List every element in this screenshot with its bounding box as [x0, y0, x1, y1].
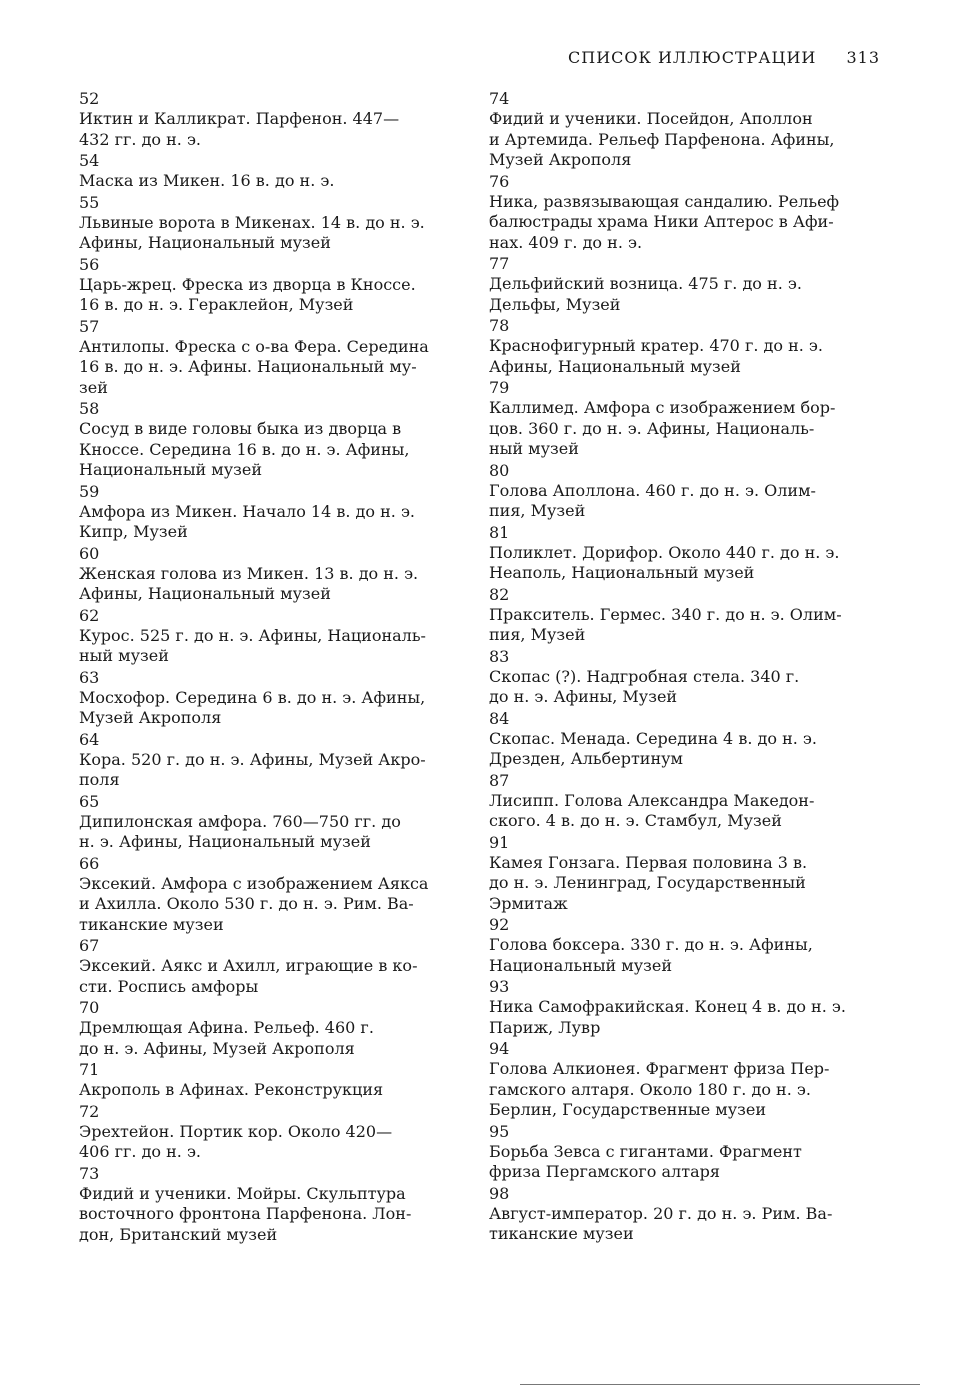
illustration-caption-line: Мосхофор. Середина 6 в. до н. э. Афины, [79, 687, 426, 707]
illustration-caption-line: гамского алтаря. Около 180 г. до н. э. [489, 1079, 811, 1099]
illustration-entry [489, 315, 873, 377]
illustration-entry [489, 584, 873, 646]
illustration-caption-line: Эксекий. Аякс и Ахилл, играющие в ко- [79, 956, 418, 975]
illustration-caption-line: Кипр, Музей [79, 522, 188, 541]
illustration-caption-line: Камея Гонзага. Первая половина 3 в. [489, 852, 808, 872]
illustration-page-number: 79 [489, 378, 510, 397]
illustration-caption-line: Каллимед. Амфора с изображением бор- [489, 398, 836, 417]
illustration-caption-line: Сосуд в виде головы быка из дворца в [79, 419, 402, 438]
illustration-entry [79, 398, 463, 481]
illustration-caption-line: Львиные ворота в Микенах. 14 в. до н. э. [79, 212, 425, 232]
illustration-entry [489, 976, 873, 1038]
left-column [79, 88, 463, 1245]
illustration-entry [489, 1121, 873, 1183]
illustration-caption-line: ный музей [79, 646, 169, 665]
illustration-entry [489, 832, 873, 915]
illustration-caption-line: Женская голова из Микен. 13 в. до н. э. [79, 563, 419, 583]
illustration-caption-line: Эрмитаж [489, 893, 568, 913]
illustration-entry [79, 729, 463, 791]
illustration-caption-line: пия, Музей [489, 501, 586, 520]
illustration-entry [489, 88, 873, 171]
illustration-caption-line: Афины, Национальный музей [79, 233, 331, 252]
illustration-caption-line: зей [79, 377, 108, 397]
illustration-entry [79, 150, 463, 192]
illustration-entry [489, 460, 873, 522]
illustration-caption-line: Дипилонская амфора. 760—750 гг. до [79, 811, 401, 831]
illustration-page-number: 92 [489, 915, 510, 934]
illustration-caption-line: Эксекий. Амфора с изображением Аякса [79, 873, 429, 893]
illustration-page-number: 98 [489, 1183, 510, 1203]
illustration-entry [489, 646, 873, 708]
illustration-page-number: 80 [489, 460, 510, 480]
illustration-page-number: 57 [79, 316, 100, 336]
illustration-page-number: 77 [489, 254, 510, 273]
illustration-caption-line: Акрополь в Афинах. Реконструкция [79, 1080, 384, 1099]
page-edge-rule [520, 1384, 920, 1385]
illustration-page-number: 62 [79, 605, 100, 625]
illustration-caption-line: Дельфийский возница. 475 г. до н. э. [489, 274, 802, 293]
illustration-entry [489, 770, 873, 832]
illustration-caption-line: Голова Аполлона. 460 г. до н. э. Олим- [489, 480, 816, 500]
illustration-caption-line: Лисипп. Голова Александра Македон- [489, 790, 815, 810]
illustration-entry [79, 1101, 463, 1163]
illustration-caption-line: Курос. 525 г. до н. э. Афины, Националь- [79, 625, 426, 645]
illustration-caption-line: Поликлет. Дорифор. Около 440 г. до н. э. [489, 542, 840, 562]
illustration-entry [489, 377, 873, 460]
illustration-caption-line: Эрехтейон. Портик кор. Около 420— [79, 1121, 393, 1141]
illustration-entry [489, 1038, 873, 1121]
illustration-page-number: 64 [79, 729, 100, 749]
illustration-page-number: 81 [489, 522, 510, 542]
illustration-caption-line: Кноссе. Середина 16 в. до н. э. Афины, [79, 439, 410, 459]
illustration-page-number: 83 [489, 646, 510, 666]
illustration-caption-line: Царь-жрец. Фреска из дворца в Кноссе. [79, 274, 416, 294]
illustration-caption-line: пия, Музей [489, 625, 586, 644]
illustration-entry [79, 605, 463, 667]
illustration-entry [79, 481, 463, 543]
header-title: СПИСОК ИЛЛЮСТРАЦИИ [568, 48, 817, 67]
illustration-caption-line: Музей Акрополя [79, 708, 222, 727]
illustration-caption-line: н. э. Афины, Национальный музей [79, 832, 371, 851]
illustration-caption-line: ского. 4 в. до н. э. Стамбул, Музей [489, 811, 782, 830]
illustration-entry [79, 1163, 463, 1246]
illustration-caption-line: Скопас (?). Надгробная стела. 340 г. [489, 666, 800, 686]
illustration-caption-line: Антилопы. Фреска с о-ва Фера. Середина [79, 336, 429, 356]
illustration-page-number: 78 [489, 316, 510, 335]
illustration-caption-line: ный музей [489, 439, 579, 458]
illustration-caption-line: и Ахилла. Около 530 г. до н. э. Рим. Ва- [79, 894, 414, 913]
illustration-page-number: 72 [79, 1101, 100, 1121]
illustration-caption-line: Музей Акрополя [489, 150, 632, 169]
illustration-page-number: 52 [79, 89, 100, 108]
illustration-caption-line: Ника, развязывающая сандалию. Рельеф [489, 191, 840, 211]
illustration-entry [79, 192, 463, 254]
illustration-page-number: 59 [79, 481, 100, 501]
illustration-page-number: 95 [489, 1121, 510, 1141]
illustration-page-number: 73 [79, 1163, 100, 1183]
illustration-entry [79, 316, 463, 399]
illustration-caption-line: до н. э. Ленинград, Государственный [489, 873, 806, 892]
illustration-page-number: 93 [489, 977, 510, 996]
illustration-caption-line: Голова Алкионея. Фрагмент фриза Пер- [489, 1059, 830, 1078]
illustration-page-number: 58 [79, 399, 100, 418]
illustration-caption-line: Фидий и ученики. Мойры. Скульптура [79, 1183, 406, 1203]
illustration-caption-line: балюстрады храма Ники Аптерос в Афи- [489, 212, 834, 231]
illustration-page-number: 66 [79, 853, 100, 873]
illustration-entry [489, 171, 873, 254]
illustration-caption-line: Неаполь, Национальный музей [489, 563, 755, 582]
illustration-caption-line: Дремлющая Афина. Рельеф. 460 г. [79, 1018, 374, 1037]
illustration-caption-line: Ника Самофракийская. Конец 4 в. до н. э. [489, 997, 846, 1016]
illustration-caption-line: Маска из Микен. 16 в. до н. э. [79, 171, 335, 190]
illustration-page-number: 91 [489, 832, 510, 852]
illustration-entry [489, 253, 873, 315]
illustration-caption-line: восточного фронтона Парфенона. Лон- [79, 1204, 412, 1223]
illustration-caption-line: до н. э. Афины, Музей [489, 687, 678, 706]
illustration-caption-line: фриза Пергамского алтаря [489, 1162, 720, 1181]
illustration-page-number: 60 [79, 543, 100, 563]
illustration-caption-line: тиканские музеи [79, 914, 224, 934]
illustration-entry [79, 997, 463, 1059]
illustration-caption-line: 432 гг. до н. э. [79, 129, 202, 149]
illustration-caption-line: Кора. 520 г. до н. э. Афины, Музей Акро- [79, 749, 426, 769]
illustration-entry [79, 853, 463, 936]
illustration-caption-line: Афины, Национальный музей [489, 356, 741, 376]
illustration-page-number: 87 [489, 770, 510, 790]
illustration-entry [489, 522, 873, 584]
illustration-entry [79, 88, 463, 150]
illustration-entry [79, 791, 463, 853]
illustration-entry [489, 708, 873, 770]
illustration-caption-line: 16 в. до н. э. Гераклейон, Музей [79, 295, 354, 314]
illustration-page-number: 82 [489, 584, 510, 604]
illustration-caption-line: до н. э. Афины, Музей Акрополя [79, 1038, 355, 1058]
page-number: 313 [846, 48, 880, 67]
illustration-caption-line: нах. 409 г. до н. э. [489, 232, 643, 252]
illustration-page-number: 65 [79, 791, 100, 811]
illustration-page-number: 67 [79, 936, 100, 955]
illustration-entry [489, 1183, 873, 1245]
illustration-caption-line: 16 в. до н. э. Афины. Национальный му- [79, 357, 417, 376]
illustration-caption-line: Афины, Национальный музей [79, 584, 331, 603]
illustration-page-number: 55 [79, 192, 100, 212]
illustration-page-number: 74 [489, 89, 510, 108]
illustration-caption-line: Дельфы, Музей [489, 294, 621, 314]
illustration-caption-line: дон, Британский музей [79, 1224, 278, 1244]
illustration-caption-line: Фидий и ученики. Посейдон, Аполлон [489, 109, 813, 128]
illustration-caption-line: Август-император. 20 г. до н. э. Рим. Ва- [489, 1203, 833, 1223]
illustration-page-number: 63 [79, 667, 100, 687]
illustration-caption-line: Краснофигурный кратер. 470 г. до н. э. [489, 336, 823, 355]
illustration-caption-line: сти. Роспись амфоры [79, 976, 259, 996]
illustration-caption-line: Национальный музей [79, 460, 263, 479]
illustration-page-number: 71 [79, 1060, 100, 1079]
illustration-caption-line: Пракситель. Гермес. 340 г. до н. э. Олим- [489, 604, 842, 624]
illustration-caption-line: Амфора из Микен. Начало 14 в. до н. э. [79, 501, 415, 521]
illustration-caption-line: Иктин и Калликрат. Парфенон. 447— [79, 109, 400, 128]
illustration-entry [79, 667, 463, 729]
right-column [489, 88, 873, 1245]
illustration-page-number: 76 [489, 171, 510, 191]
illustration-caption-line: и Артемида. Рельеф Парфенона. Афины, [489, 129, 835, 149]
illustration-caption-line: Дрезден, Альбертинум [489, 749, 683, 768]
illustration-page-number: 56 [79, 254, 100, 274]
illustration-caption-line: Борьба Зевса с гигантами. Фрагмент [489, 1141, 802, 1161]
illustration-entry [489, 914, 873, 976]
illustration-page-number: 70 [79, 998, 100, 1017]
illustration-entry [79, 1059, 463, 1101]
illustration-caption-line: Скопас. Менада. Середина 4 в. до н. э. [489, 728, 817, 748]
illustration-caption-line: поля [79, 770, 120, 789]
illustration-page-number: 54 [79, 151, 100, 170]
illustration-caption-line: Голова боксера. 330 г. до н. э. Афины, [489, 935, 813, 954]
illustration-caption-line: Париж, Лувр [489, 1017, 601, 1037]
illustration-caption-line: цов. 360 г. до н. э. Афины, Националь- [489, 418, 815, 438]
illustration-entry [79, 254, 463, 316]
illustration-entry [79, 935, 463, 997]
running-header [568, 48, 880, 70]
illustration-caption-line: Национальный музей [489, 955, 673, 975]
illustration-entry [79, 543, 463, 605]
illustration-caption-line: Берлин, Государственные музеи [489, 1100, 766, 1119]
illustration-caption-line: тиканские музеи [489, 1224, 634, 1243]
illustration-caption-line: 406 гг. до н. э. [79, 1142, 202, 1161]
illustration-page-number: 84 [489, 708, 510, 728]
illustration-page-number: 94 [489, 1039, 510, 1058]
